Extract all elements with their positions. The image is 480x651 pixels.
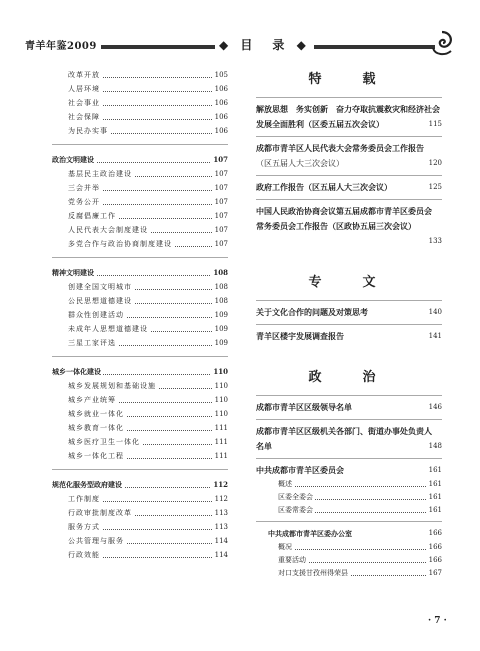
page-number: 105 — [213, 68, 228, 82]
page-number: 107 — [213, 209, 228, 223]
page-number: 107 — [213, 167, 228, 181]
toc-entry[interactable] — [52, 421, 228, 435]
entry-title: 精神文明建设 — [52, 266, 96, 280]
page-number: 106 — [213, 82, 228, 96]
toc-entry[interactable] — [52, 223, 228, 237]
page-number: 110 — [211, 365, 228, 379]
toc-entry[interactable] — [52, 435, 228, 449]
entry-title: 城乡发展规划和基础设施 — [68, 379, 158, 393]
entry-line: 中共成都市青羊区委员会 — [256, 465, 344, 475]
entry-title: 人居环境 — [68, 82, 102, 96]
toc-entry[interactable] — [256, 400, 442, 415]
entry-title: 政治文明建设 — [52, 153, 96, 167]
page-number: 113 — [213, 506, 228, 520]
section-heading-special: 特 载 — [308, 72, 390, 87]
entry-title: 城乡教育一体化 — [68, 421, 126, 435]
toc-entry[interactable] — [256, 102, 442, 132]
toc-entry[interactable] — [52, 393, 228, 407]
section-divider — [52, 257, 228, 258]
entry-title: 概述 — [278, 478, 294, 491]
entry-title: 公共管理与服务 — [68, 534, 126, 548]
section-heading-feature: 专 文 — [308, 275, 390, 290]
page-number: 109 — [213, 308, 228, 322]
toc-entry[interactable] — [52, 167, 228, 181]
toc-subentry[interactable] — [256, 541, 442, 554]
entry-title: 区委全委会 — [278, 491, 315, 504]
entry-title: 群众性创建活动 — [68, 308, 126, 322]
section-heading-politics: 政 治 — [308, 370, 390, 385]
toc-entry[interactable] — [52, 506, 228, 520]
entry-title: 城乡医疗卫生一体化 — [68, 435, 142, 449]
entry-title: 城乡产业统筹 — [68, 393, 118, 407]
toc-subentry[interactable] — [256, 554, 442, 567]
toc-entry[interactable] — [52, 548, 228, 562]
entry-title: 城乡一体化建设 — [52, 365, 103, 379]
entry-title: 为民办实事 — [68, 124, 110, 138]
page-number: 108 — [211, 266, 228, 280]
page-number: 106 — [213, 110, 228, 124]
page-number: 107 — [213, 181, 228, 195]
page-number: 140 — [428, 308, 442, 316]
entry-title: 基层民主政治建设 — [68, 167, 134, 181]
entry-title: 多党合作与政治协商制度建设 — [68, 237, 174, 251]
toc-entry[interactable] — [52, 308, 228, 322]
entry-line: （区五届人大三次会议） — [256, 159, 344, 168]
entry-line: 青羊区楼宇发展调查报告 — [256, 331, 344, 341]
section-divider — [52, 144, 228, 145]
entry-title: 服务方式 — [68, 520, 102, 534]
toc-entry[interactable] — [52, 294, 228, 308]
page-number: 111 — [213, 449, 228, 463]
page-number: 133 — [428, 237, 442, 245]
toc-entry[interactable] — [52, 534, 228, 548]
page-number: 109 — [213, 322, 228, 336]
toc-entry[interactable] — [52, 195, 228, 209]
page-number: 110 — [213, 379, 228, 393]
header-section-title: ◆ 目 录 ◆ — [215, 36, 314, 53]
entry-line: 中国人民政治协商会议第五届成都市青羊区委员会 — [256, 206, 432, 216]
page-number: 107 — [213, 237, 228, 251]
entry-line: 政府工作报告（区五届人大三次会议） — [256, 182, 392, 192]
page-number: 141 — [428, 332, 442, 340]
entry-title: 三星工家评选 — [68, 336, 118, 350]
entry-line: 中共成都市青羊区委办公室 — [268, 529, 352, 538]
page-number-footer: · 7 · — [428, 616, 447, 626]
swirl-logo-icon — [427, 28, 457, 58]
page-number: 109 — [213, 336, 228, 350]
page-number: 106 — [213, 124, 228, 138]
toc-entry[interactable] — [256, 526, 442, 541]
toc-left-column — [52, 68, 228, 562]
page-number: 114 — [213, 548, 228, 562]
page-number: 125 — [428, 183, 442, 191]
entry-title: 社会事业 — [68, 96, 102, 110]
toc-entry[interactable] — [52, 181, 228, 195]
page-number: 113 — [213, 520, 228, 534]
entry-title: 改革开放 — [68, 68, 102, 82]
page-number: 114 — [213, 534, 228, 548]
entry-title: 未成年人思想道德建设 — [68, 322, 150, 336]
toc-entry[interactable] — [52, 280, 228, 294]
page-number: 166 — [428, 529, 442, 537]
entry-title: 人民代表大会制度建设 — [68, 223, 150, 237]
page-number: 166 — [427, 554, 442, 567]
toc-entry[interactable] — [52, 110, 228, 124]
toc-right-column — [256, 68, 442, 580]
toc-subentry[interactable] — [256, 491, 442, 504]
toc-entry[interactable] — [256, 141, 442, 171]
page-number: 146 — [428, 403, 442, 411]
toc-entry[interactable] — [256, 463, 442, 478]
toc-entry[interactable] — [52, 266, 228, 280]
page-number: 148 — [428, 442, 442, 450]
toc-entry[interactable] — [52, 407, 228, 421]
entry-title: 行政审批制度改革 — [68, 506, 134, 520]
toc-subentry[interactable] — [256, 567, 442, 580]
page-number: 110 — [213, 393, 228, 407]
page-number: 107 — [213, 223, 228, 237]
entry-title: 重要活动 — [278, 554, 308, 567]
entry-title: 创建全国文明城市 — [68, 280, 134, 294]
entry-line: 成都市青羊区人民代表大会常务委员会工作报告 — [256, 143, 424, 153]
page-number: 107 — [211, 153, 228, 167]
toc-entry[interactable] — [52, 82, 228, 96]
toc-entry[interactable] — [52, 68, 228, 82]
page-number: 112 — [211, 478, 228, 492]
toc-entry[interactable] — [256, 329, 442, 344]
page-number: 161 — [427, 491, 442, 504]
toc-entry[interactable] — [52, 449, 228, 463]
page-number: 161 — [428, 466, 442, 474]
running-header — [25, 36, 455, 54]
page-number: 111 — [213, 435, 228, 449]
header-yearbook-title: 青羊年鉴2009 — [25, 37, 101, 52]
dot-leader — [278, 486, 428, 487]
entry-title: 反腐倡廉工作 — [68, 209, 118, 223]
page-number: 115 — [428, 120, 442, 128]
entry-title: 工作制度 — [68, 492, 102, 506]
page-number: 166 — [427, 541, 442, 554]
entry-line: 常务委员会工作报告（区政协五届三次会议） — [256, 221, 416, 231]
toc-entry[interactable] — [256, 204, 442, 249]
page-number: 161 — [427, 504, 442, 517]
page-number: 108 — [213, 280, 228, 294]
entry-title: 三会并举 — [68, 181, 102, 195]
toc-entry[interactable] — [52, 478, 228, 492]
page-number: 112 — [213, 492, 228, 506]
entry-line: 名单 — [256, 441, 272, 451]
toc-entry[interactable] — [52, 520, 228, 534]
page-number: 108 — [213, 294, 228, 308]
toc-entry[interactable] — [52, 237, 228, 251]
section-divider — [52, 356, 228, 357]
entry-title: 城乡一体化工程 — [68, 449, 126, 463]
toc-entry[interactable] — [52, 365, 228, 379]
entry-line: 解放思想 务实创新 奋力夺取抗震救灾和经济社会 — [256, 104, 440, 114]
toc-entry[interactable] — [52, 153, 228, 167]
page-number: 107 — [213, 195, 228, 209]
toc-entry[interactable] — [52, 124, 228, 138]
entry-title: 概况 — [278, 541, 294, 554]
page-number: 120 — [428, 159, 442, 167]
dot-leader — [278, 549, 428, 550]
entry-title: 城乡就业一体化 — [68, 407, 126, 421]
toc-entry[interactable] — [256, 424, 442, 454]
toc-entry[interactable] — [256, 305, 442, 320]
entry-title: 公民思想道德建设 — [68, 294, 134, 308]
section-divider — [52, 469, 228, 470]
entry-line: 发展全面胜利（区委五届五次会议） — [256, 119, 384, 129]
toc-subentry[interactable] — [256, 478, 442, 491]
toc-entry[interactable] — [52, 379, 228, 393]
page-number: 167 — [427, 567, 442, 580]
entry-title: 党务公开 — [68, 195, 102, 209]
entry-line: 成都市青羊区区级机关各部门、街道办事处负责人 — [256, 426, 432, 436]
entry-line: 关于文化合作的问题及对策思考 — [256, 307, 368, 317]
entry-line: 成都市青羊区区级领导名单 — [256, 402, 352, 412]
page-number: 161 — [427, 478, 442, 491]
toc-subentry[interactable] — [256, 504, 442, 517]
page-number: 106 — [213, 96, 228, 110]
entry-title: 行政效能 — [68, 548, 102, 562]
toc-entry[interactable] — [52, 336, 228, 350]
toc-entry[interactable] — [256, 180, 442, 195]
toc-entry[interactable] — [52, 96, 228, 110]
toc-entry[interactable] — [52, 322, 228, 336]
page-number: 110 — [213, 407, 228, 421]
entry-title: 对口支援甘孜州得荣县 — [278, 567, 350, 580]
toc-entry[interactable] — [52, 209, 228, 223]
entry-title: 社会保障 — [68, 110, 102, 124]
entry-title: 规范化服务型政府建设 — [52, 478, 124, 492]
entry-title: 区委常委会 — [278, 504, 315, 517]
toc-entry[interactable] — [52, 492, 228, 506]
page-number: 111 — [213, 421, 228, 435]
